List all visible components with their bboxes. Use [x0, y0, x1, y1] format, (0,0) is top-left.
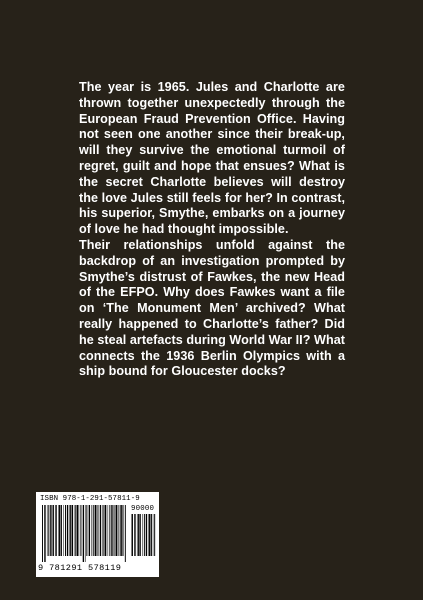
barcode-bar [47, 505, 48, 556]
blurb-paragraph-2: Their relationships unfold against the backdrop of an investigation prompted by Smythe’s distrust of Fawkes, the new Head of the EFPO. Why does Fawkes want a file on ‘The Monument Men’ archived? What really happened to Charlotte’s father? Did he steal artefacts during World War II? What connects the 1936 Berlin Olympics with a ship bound for Gloucester docks? [79, 237, 346, 379]
barcode-bar [103, 505, 104, 556]
isbn-label: ISBN 978-1-291-57811-9 [40, 495, 140, 503]
barcode-bar [79, 505, 80, 556]
barcode-bar [77, 505, 78, 556]
barcode-bar [111, 505, 112, 556]
barcode-bar [61, 505, 62, 556]
barcode-bar [75, 505, 76, 556]
barcode-bar [63, 505, 64, 556]
book-blurb [79, 80, 345, 380]
barcode-bar [114, 505, 115, 556]
barcode-bar [144, 514, 145, 556]
barcode-bar [151, 514, 152, 556]
barcode-bar [115, 505, 116, 556]
barcode-bar [118, 505, 119, 556]
barcode-bar [120, 505, 121, 556]
barcode-bar [74, 505, 75, 556]
blurb-paragraph-1: The year is 1965. Jules and Charlotte are thrown together unexpectedly through the European Fraud Prevention Office. Having not seen one another since their break-up, will they survive the emotional turmoil of regret, guilt and hope that ensues? What is the secret Charlotte believes will destroy the love Jules still feels for her? In contrast, his superior, Smythe, embarks on a journey of love he had thought impossible. [79, 80, 345, 237]
barcode-bar [95, 505, 96, 556]
barcode-bar [93, 505, 94, 556]
barcode-bar [70, 505, 71, 556]
barcode-bar [116, 505, 117, 556]
barcode-bar [55, 505, 56, 556]
barcode-bar [153, 514, 154, 556]
barcode-bar [59, 505, 60, 556]
barcode-bar [80, 505, 81, 556]
barcode-bar [44, 505, 45, 562]
barcode-bar [132, 514, 133, 556]
barcode-bar [42, 505, 43, 562]
barcode-bar [85, 505, 86, 562]
barcode-bar [109, 505, 110, 556]
barcode-bar [48, 505, 49, 556]
barcode-bar [83, 505, 84, 562]
barcode-bar [69, 505, 70, 556]
barcode-bar [123, 505, 124, 556]
barcode-bar [102, 505, 103, 556]
barcode-bar [134, 514, 135, 556]
barcode-bar [142, 514, 143, 556]
barcode-bar [89, 505, 90, 556]
barcode-bar [91, 505, 92, 556]
barcode-bar [72, 505, 73, 556]
barcode-bar [131, 514, 132, 556]
barcode-bar [139, 514, 140, 556]
ean-digits: 9 781291 578119 [38, 563, 122, 573]
barcode-bar [125, 505, 126, 562]
barcode-bar [97, 505, 98, 556]
barcode-bar [65, 505, 66, 556]
barcode-bar [58, 505, 59, 556]
barcode-bar [137, 514, 138, 556]
barcode-bar [53, 505, 54, 556]
barcode-bar [86, 505, 87, 556]
price-addon-code: 90000 [131, 505, 155, 513]
barcode-bar [138, 514, 139, 556]
barcode-bar [149, 514, 150, 556]
barcode-bar [146, 514, 147, 556]
barcode-bar [148, 514, 149, 556]
barcode-bar [67, 505, 68, 556]
barcode-bar [98, 505, 99, 556]
barcode-bar [50, 505, 51, 556]
addon-barcode-bars [131, 514, 156, 562]
barcode-bar [154, 514, 155, 556]
barcode-bar [52, 505, 53, 556]
barcode-bar [105, 505, 106, 556]
barcode-bar [108, 505, 109, 556]
isbn-barcode [36, 492, 159, 577]
barcode-bar [121, 505, 122, 556]
ean-barcode-bars [42, 505, 128, 562]
barcode-bar [100, 505, 101, 556]
